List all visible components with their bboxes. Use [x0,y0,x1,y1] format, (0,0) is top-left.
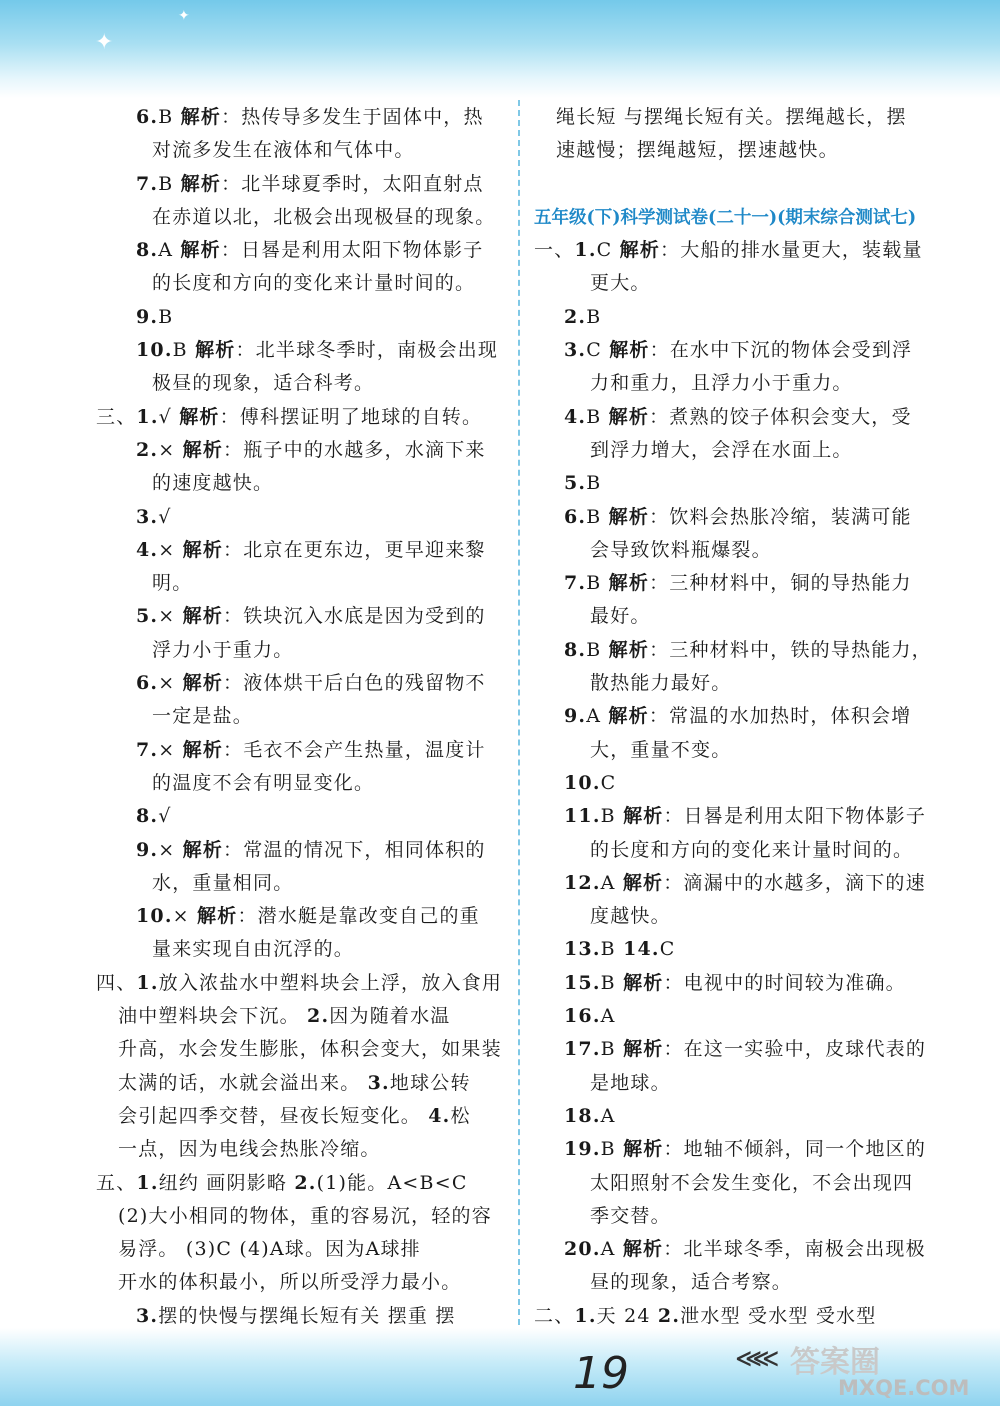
answer-text: ：北半球夏季时，太阳直射点 [221,172,484,195]
answer-text: 力和重力，且浮力小于重力。 [590,372,853,395]
answer-text: A [158,239,181,262]
answer-text: ：日晷是利用太阳下物体影子 [663,805,927,828]
left-line [96,900,506,933]
left-line [96,267,506,300]
right-line [534,1133,944,1166]
column-divider [518,100,520,1325]
answer-text: B [600,805,624,828]
left-line [96,401,506,434]
left-line [96,201,506,234]
right-line [534,1100,944,1133]
answer-text: 6. [136,106,159,128]
answer-text: 1. [136,1171,159,1194]
left-line [96,600,506,633]
answer-text: 会引起四季交替，昼夜长短变化。 [118,1104,429,1127]
left-line [96,1233,506,1266]
left-line [96,800,506,833]
answer-text: × [158,838,183,861]
answer-logo: 答案圈 [790,1345,880,1380]
answer-text: 1. [574,239,597,262]
answer-text: 解析 [180,172,222,195]
answer-text: ：傅科摆证明了地球的自转。 [219,405,483,428]
answer-text: ：地轴不倾斜，同一个地区的 [663,1138,927,1161]
left-line [96,1033,506,1066]
left-line [96,734,506,767]
right-line [534,1033,944,1066]
left-line [96,168,506,201]
answer-text: √ [158,405,180,428]
left-line [96,1100,506,1133]
answer-text: ：北半球冬季时，南极会出现 [235,339,499,362]
answer-text: 14. [623,938,660,961]
answer-text: ：大船的排水量更大，装载量 [660,239,923,262]
answer-text: B [158,172,181,195]
answer-text: 19. [564,1138,601,1161]
answer-text: 纽约 画阴影略 [158,1171,295,1194]
right-line [534,168,944,201]
answer-text: 10. [136,339,173,362]
answer-text: 解析 [608,638,650,661]
answer-text: 7. [564,572,587,595]
answer-text: 太满的话，水就会溢出来。 [118,1071,368,1094]
right-line [534,301,944,334]
right-line [534,534,944,567]
answer-text: 一、 [534,239,575,262]
answer-text: 解析 [182,538,224,561]
answer-text: 11. [564,805,601,828]
right-answer-column [534,101,944,1333]
answer-text: 解析 [182,738,224,761]
answer-text: ：北京在更东边，更早迎来黎 [223,538,486,561]
right-line [534,600,944,633]
right-line [534,201,944,234]
sparkle-icon: ✦ [95,30,114,55]
answer-text: 三、 [96,405,137,428]
answer-text: ：电视中的时间较为准确。 [663,971,906,994]
left-line [96,634,506,667]
answer-text: 10. [136,905,173,928]
answer-text: 1. [136,971,159,994]
answer-text: 一定是盐。 [152,705,254,728]
answer-text: 散热能力最好。 [590,672,732,695]
right-line [534,1000,944,1033]
answer-text: 8. [564,638,587,661]
answer-text: 1. [574,1304,597,1327]
answer-text: 3. [367,1071,390,1094]
left-line [96,234,506,267]
answer-text: 6. [564,505,587,528]
answer-text: 会导致饮料瓶爆裂。 [590,538,772,561]
right-line [534,134,944,167]
right-line [534,434,944,467]
answer-text: ：煮熟的饺子体积会变大，受 [649,405,912,428]
answer-text: 17. [564,1038,601,1061]
answer-text: × [158,672,183,695]
answer-text: 解析 [622,1238,664,1261]
answer-text: 二、 [534,1304,575,1327]
answer-text: 9. [136,305,159,328]
right-line [534,267,944,300]
answer-text: C [586,339,610,362]
answer-text: 2. [657,1304,681,1327]
answer-text: 20. [564,1238,601,1261]
right-line [534,1233,944,1266]
answer-text: ：铁块沉入水底是因为受到的 [223,605,486,628]
answer-text: 到浮力增大，会浮在水面上。 [590,438,853,461]
left-line [96,501,506,534]
answer-text: 解析 [608,405,650,428]
answer-text: 10. [564,771,601,794]
answer-text: 解析 [179,405,220,428]
answer-text: A [600,1005,616,1028]
answer-text: 对流多发生在液体和气体中。 [152,139,415,162]
answer-text: ：滴漏中的水越多，滴下的速 [663,871,926,894]
answer-text: ：毛衣不会产生热量，温度计 [223,738,486,761]
answer-text: ：瓶子中的水越多，水滴下来 [223,438,486,461]
left-answer-column [96,101,506,1333]
answer-text: ：饮料会热胀冷缩，装满可能 [649,505,912,528]
answer-text: (1)能。A<B<C [316,1171,468,1194]
answer-text: 更大。 [590,272,651,295]
right-line [534,367,944,400]
answer-text: C [659,938,676,961]
answer-text: 的速度越快。 [152,472,274,495]
right-line [534,1200,944,1233]
right-line [534,834,944,867]
answer-text: 五、 [96,1171,137,1194]
left-line [96,1200,506,1233]
left-line [96,667,506,700]
answer-text: 升高，水会发生膨胀，体积会变大，如果装 [118,1038,502,1061]
answer-text: ：日晷是利用太阳下物体影子 [220,239,484,262]
answer-text: 大，重量不变。 [590,738,732,761]
answer-text: 2. [564,305,587,328]
answer-text: 8. [136,805,159,828]
sparkle-icon: ✦ [178,8,190,24]
left-line [96,334,506,367]
answer-text: 9. [564,705,587,728]
answer-text: 5. [136,605,159,628]
answer-text: 松 [450,1104,471,1127]
answer-text: 水，重量相同。 [152,871,294,894]
answer-text: 16. [564,1005,601,1028]
answer-text: 4. [564,405,587,428]
right-line [534,800,944,833]
answer-text: 解析 [608,505,650,528]
right-line [534,667,944,700]
left-line [96,534,506,567]
answer-text: 极昼的现象，适合科考。 [152,372,375,395]
left-line [96,134,506,167]
answer-text: 7. [136,172,159,195]
left-line [96,834,506,867]
answer-text: 最好。 [590,605,651,628]
answer-text: 7. [136,738,159,761]
answer-text: 解析 [608,705,649,728]
right-line [534,1167,944,1200]
left-line [96,367,506,400]
answer-text: B [586,472,602,495]
left-line [96,967,506,1000]
answer-text: 季交替。 [590,1204,671,1227]
answer-text: 解析 [197,905,238,928]
answer-text: B [586,405,609,428]
answer-text: 解析 [623,1038,664,1061]
answer-text: ：热传导多发生于固体中，热 [221,106,484,128]
answer-text: B [158,106,181,128]
answer-text: 解析 [182,672,224,695]
left-line [96,1167,506,1200]
answer-text: √ [158,805,172,828]
answer-text: B [600,1038,624,1061]
answer-text: 油中塑料块会下沉。 [118,1005,308,1028]
right-line [534,401,944,434]
answer-text: 绳长短 与摆绳长短有关。摆绳越长，摆 [556,106,907,128]
answer-text: B [586,505,609,528]
arrows-icon: ≪≪ [735,1344,770,1374]
answer-text: 放入浓盐水中塑料块会上浮，放入食用 [158,971,503,994]
answer-text: 易浮。 (3)C (4)A球。因为A球排 [118,1238,421,1261]
answer-text: (2)大小相同的物体，重的容易沉，轻的容 [118,1204,492,1227]
answer-text: 解析 [182,838,224,861]
answer-text: 解析 [622,871,664,894]
answer-text: 3. [136,1304,159,1327]
answer-text: × [158,605,183,628]
right-line [534,967,944,1000]
answer-text: 4. [136,538,159,561]
answer-text: 昼的现象，适合考察。 [590,1271,793,1294]
right-line [534,234,944,267]
answer-text: C [596,239,620,262]
right-line [534,767,944,800]
answer-text: B [172,339,196,362]
answer-text: 1. [136,405,159,428]
answer-text: 四、 [96,971,137,994]
right-line [534,567,944,600]
answer-text: ：在这一实验中，皮球代表的 [663,1038,927,1061]
left-line [96,1067,506,1100]
answer-text: 天 24 [596,1304,658,1327]
answer-text: 2. [307,1005,330,1028]
right-line [534,634,944,667]
left-line [96,1133,506,1166]
answer-text: ：北半球冬季，南极会出现极 [663,1238,926,1261]
right-line [534,1067,944,1100]
right-line [534,501,944,534]
answer-text: 明。 [152,572,193,595]
answer-text: ：三种材料中，铜的导热能力 [649,572,912,595]
answer-text: B [158,305,174,328]
answer-text: 解析 [180,106,222,128]
answer-text: 太阳照射不会发生变化，不会出现四 [590,1171,914,1194]
answer-text: 解析 [180,239,221,262]
answer-text: C [600,771,617,794]
left-line [96,867,506,900]
answer-text: B [586,572,609,595]
answer-text: 的长度和方向的变化来计量时间的。 [590,838,914,861]
answer-text: 泄水型 受水型 受水型 [680,1304,877,1327]
answer-text: ：常温的水加热时，体积会增 [648,705,912,728]
right-line [534,1266,944,1299]
answer-text: 解析 [608,572,650,595]
left-line [96,301,506,334]
right-line [534,101,944,134]
answer-text: 12. [564,871,601,894]
answer-text: 的温度不会有明显变化。 [152,771,375,794]
answer-text: ：潜水艇是靠改变自己的重 [237,905,480,928]
right-line [534,334,944,367]
answer-text: 3. [564,339,587,362]
answer-text: × [172,905,198,928]
answer-text: ：三种材料中，铁的导热能力， [649,638,932,661]
answer-text: A [586,705,609,728]
answer-text: 因为随着水温 [329,1005,451,1028]
left-line [96,101,506,134]
answer-text: 4. [428,1104,451,1127]
answer-text: B [586,305,602,328]
right-line [534,467,944,500]
page-number: 19 [573,1348,629,1399]
answer-text: B [600,971,624,994]
answer-text: 3. [136,505,159,528]
right-line [534,700,944,733]
answer-text: B [600,938,624,961]
answer-text: 浮力小于重力。 [152,638,294,661]
left-line [96,1000,506,1033]
right-line [534,900,944,933]
answer-text: 解析 [182,605,224,628]
answer-text: 8. [136,239,159,262]
answer-text: 地球公转 [389,1071,471,1094]
answer-text: 速越慢；摆绳越短，摆速越快。 [556,139,839,162]
answer-text: × [158,438,183,461]
top-decorative-band [0,0,1000,98]
left-line [96,1266,506,1299]
right-line [534,867,944,900]
left-line [96,933,506,966]
answer-text: 解析 [609,339,650,362]
answer-text: 开水的体积最小，所以所受浮力最小。 [118,1271,462,1294]
answer-text: A [600,1238,623,1261]
answer-text: 解析 [619,239,661,262]
answer-text: 解析 [195,339,236,362]
answer-text: 15. [564,971,601,994]
answer-text: 解析 [623,805,664,828]
answer-text: ：在水中下沉的物体会受到浮 [649,339,913,362]
answer-text: 18. [564,1104,601,1127]
left-line [96,434,506,467]
answer-text: 摆的快慢与摆绳长短有关 摆重 摆 [158,1304,456,1327]
answer-text: 是地球。 [590,1071,671,1094]
answer-text: √ [158,505,172,528]
answer-text: 6. [136,672,159,695]
site-watermark: MXQE.COM [838,1376,970,1400]
answer-text: × [158,538,183,561]
left-line [96,700,506,733]
answer-text: 2. [294,1171,317,1194]
answer-text: 量来实现自由沉浮的。 [152,938,355,961]
answer-text: 一点，因为电线会热胀冷缩。 [118,1138,381,1161]
answer-text: B [586,638,609,661]
answer-text: 的长度和方向的变化来计量时间的。 [152,272,476,295]
answer-text: 9. [136,838,159,861]
right-line [534,933,944,966]
answer-text: 解析 [623,971,664,994]
left-line [96,567,506,600]
answer-text: 度越快。 [590,905,671,928]
right-line [534,734,944,767]
section-title: 五年级(下)科学测试卷(二十一)(期末综合测试七) [534,207,917,228]
left-line [96,767,506,800]
answer-text: A [600,1104,616,1127]
left-line [96,467,506,500]
answer-text: 2. [136,438,159,461]
answer-text: 13. [564,938,601,961]
answer-text: A [600,871,623,894]
answer-text: 解析 [623,1138,664,1161]
answer-text: 解析 [182,438,224,461]
answer-text: ：常温的情况下，相同体积的 [223,838,486,861]
answer-text: B [600,1138,624,1161]
answer-text: ：液体烘干后白色的残留物不 [223,672,486,695]
answer-text: 在赤道以北，北极会出现极昼的现象。 [152,205,496,228]
answer-text: × [158,738,183,761]
answer-text: 5. [564,472,587,495]
